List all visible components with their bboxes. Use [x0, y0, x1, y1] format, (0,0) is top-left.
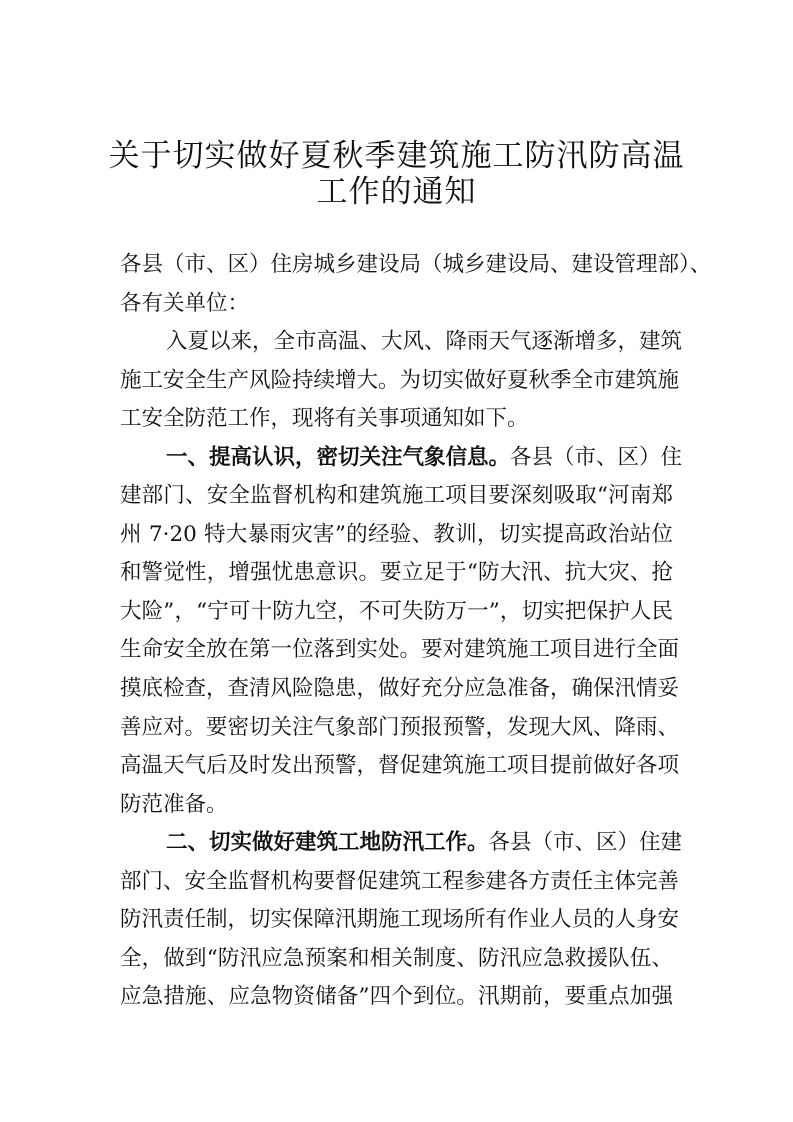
text-line — [120, 327, 683, 366]
line-text: 高温天气后及时发出预警，督促建筑施工项目提前做好各项 — [120, 753, 680, 779]
line-text: 大险”，“宁可十防九空，不可失防万一”，切实把保护人民 — [120, 598, 673, 624]
text-line — [120, 250, 712, 289]
line-text: 各县（市、区）住建 — [488, 830, 683, 856]
line-text: 全，做到“防汛应急预案和相关制度、防汛应急救援队伍、 — [120, 945, 673, 971]
text-line — [120, 520, 673, 559]
text-line — [120, 790, 673, 829]
document-title-line-1: 关于切实做好夏秋季建筑施工防汛防高温 — [108, 138, 685, 174]
line-text: 施工安全生产风险持续增大。为切实做好夏秋季全市建筑施 — [120, 367, 680, 393]
text-line — [120, 713, 680, 752]
line-text: 应急措施、应急物资储备”四个到位。汛期前，要重点加强 — [120, 984, 673, 1010]
text-line — [120, 558, 673, 597]
text-line — [120, 289, 673, 328]
text-line — [120, 751, 680, 790]
text-line — [120, 635, 680, 674]
text-line — [120, 674, 680, 713]
line-text: 工安全防范工作，现将有关事项通知如下。 — [120, 406, 529, 432]
line-text: 各有关单位： — [120, 290, 250, 316]
text-line — [120, 867, 680, 906]
text-line — [120, 366, 680, 405]
line-text: 部门、安全监督机构要督促建筑工程参建各方责任主体完善 — [120, 868, 680, 894]
text-line — [120, 828, 683, 867]
text-line — [120, 944, 673, 983]
text-line — [120, 905, 680, 944]
line-text: 州 7·20 特大暴雨灾害”的经验、教训，切实提高政治站位 — [120, 521, 673, 547]
line-text: 入夏以来，全市高温、大风、降雨天气逐渐增多，建筑 — [166, 329, 683, 355]
text-line — [120, 404, 673, 443]
text-line — [120, 597, 673, 636]
text-line — [120, 481, 673, 520]
line-text: 各县（市、区）住房城乡建设局（城乡建设局、建设管理部）、 — [120, 252, 712, 277]
document-title-line-2: 工作的通知 — [316, 174, 477, 210]
line-text: 摸底检查，查清风险隐患，做好充分应急准备，确保汛情妥 — [120, 676, 680, 702]
line-text: 和警觉性，增强忧患意识。要立足于“防大汛、抗大灾、抢 — [120, 560, 673, 586]
line-text: 建部门、安全监督机构和建筑施工项目要深刻吸取“河南郑 — [120, 483, 673, 509]
document-body — [120, 250, 712, 1021]
line-text: 各县（市、区）住 — [510, 444, 683, 470]
line-text: 防范准备。 — [120, 791, 228, 817]
section-heading: 二、切实做好建筑工地防汛工作。 — [166, 830, 489, 856]
line-text: 善应对。要密切关注气象部门预报预警，发现大风、降雨、 — [120, 714, 680, 740]
line-text: 生命安全放在第一位落到实处。要对建筑施工项目进行全面 — [120, 637, 680, 663]
text-line — [120, 982, 673, 1021]
text-line — [120, 443, 683, 482]
line-text: 防汛责任制，切实保障汛期施工现场所有作业人员的人身安 — [120, 907, 680, 933]
section-heading: 一、提高认识，密切关注气象信息。 — [166, 444, 511, 470]
